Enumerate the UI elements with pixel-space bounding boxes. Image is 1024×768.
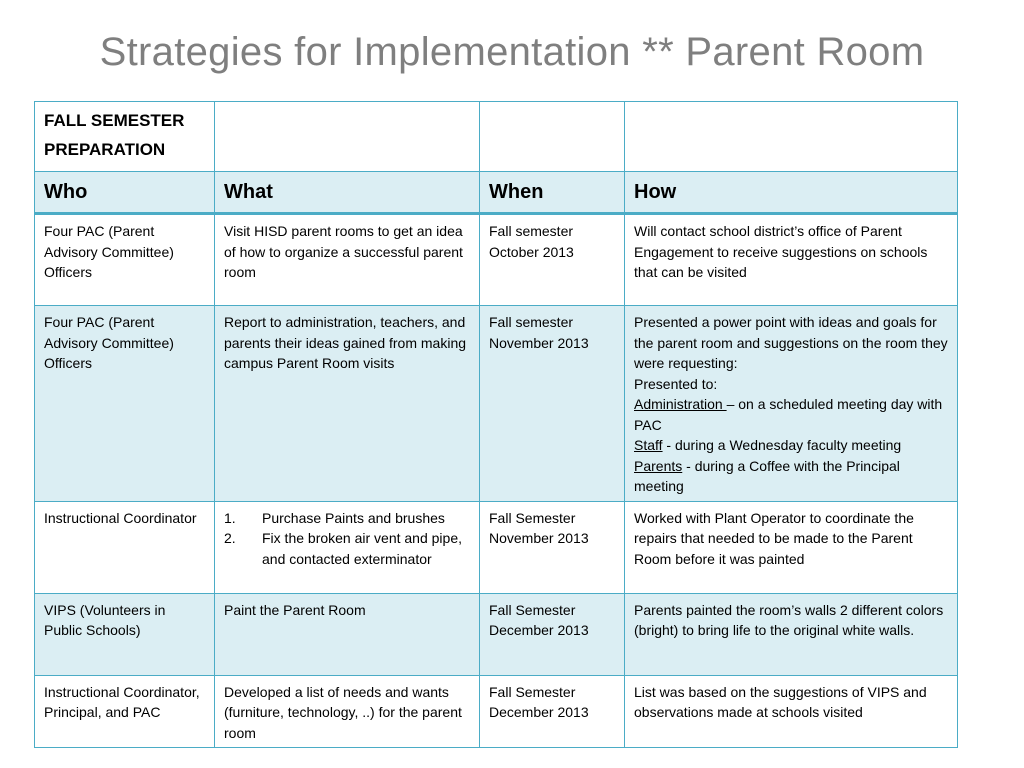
how-intro: Presented a power point with ideas and goals for the parent room and suggestions on the room they were requesting: [634, 314, 948, 371]
cell-how: List was based on the suggestions of VIPS and observations made at schools visited [625, 675, 958, 748]
cell-what [215, 501, 480, 593]
list-item [224, 528, 470, 569]
table-row [35, 306, 958, 502]
cell-what: Visit HISD parent rooms to get an idea of how to organize a successful parent room [215, 214, 480, 306]
cell-when: Fall semester October 2013 [480, 214, 625, 306]
cell-how: Worked with Plant Operator to coordinate the repairs that needed to be made to the Parent Room before it was painted [625, 501, 958, 593]
staff-text: - during a Wednesday faculty meeting [662, 437, 902, 453]
strategy-table [34, 101, 958, 748]
presented-to-label: Presented to: [634, 375, 718, 392]
parents-line [634, 456, 948, 497]
admin-text: – on a scheduled meeting day with PAC [634, 396, 943, 433]
cell-who: Four PAC (Parent Advisory Committee) Officers [35, 214, 215, 306]
table-row [35, 501, 958, 593]
slide-title: Strategies for Implementation ** Parent Room [99, 30, 925, 74]
table-header-row [35, 172, 958, 214]
empty-cell [215, 102, 480, 172]
cell-what: Developed a list of needs and wants (furniture, technology, ..) for the parent room [215, 675, 480, 748]
empty-cell [625, 102, 958, 172]
step-number: 1. [224, 509, 236, 526]
staff-line [634, 435, 948, 456]
admin-line [634, 394, 948, 435]
admin-label: Administration [634, 396, 727, 412]
parents-text: - during a Coffee with the Principal meeting [634, 457, 900, 494]
cell-when: Fall Semester December 2013 [480, 675, 625, 748]
table-row [35, 593, 958, 675]
cell-how: Parents painted the room’s walls 2 different colors (bright) to bring life to the original white walls. [625, 593, 958, 675]
step-text: Purchase Paints and brushes [262, 509, 445, 526]
step-number: 2. [224, 530, 236, 546]
cell-when: Fall Semester December 2013 [480, 593, 625, 675]
cell-who: VIPS (Volunteers in Public Schools) [35, 593, 215, 675]
step-text: Fix the broken air vent and pipe, and contacted exterminator [262, 530, 463, 567]
staff-label: Staff [634, 437, 663, 453]
cell-how: Will contact school district’s office of Parent Engagement to receive suggestions on schools that can be visited [625, 214, 958, 306]
table-row [35, 675, 958, 748]
header-how: How [625, 172, 958, 214]
header-when: When [480, 172, 625, 214]
empty-cell [480, 102, 625, 172]
cell-how [625, 306, 958, 502]
cell-what: Paint the Parent Room [215, 593, 480, 675]
what-steps-list [224, 508, 470, 570]
section-label-cell: FALL SEMESTER PREPARATION [35, 102, 215, 172]
cell-who: Instructional Coordinator, Principal, and PAC [35, 675, 215, 748]
list-item [224, 508, 470, 529]
table-row [35, 214, 958, 306]
cell-when: Fall semester November 2013 [480, 306, 625, 502]
header-what: What [215, 172, 480, 214]
cell-when: Fall Semester November 2013 [480, 501, 625, 593]
cell-who: Four PAC (Parent Advisory Committee) Officers [35, 306, 215, 502]
parents-label: Parents [634, 457, 683, 474]
header-who: Who [35, 172, 215, 214]
table-top-row [35, 102, 958, 172]
cell-who: Instructional Coordinator [35, 501, 215, 593]
cell-what: Report to administration, teachers, and parents their ideas gained from making campus Parent Room visits [215, 306, 480, 502]
